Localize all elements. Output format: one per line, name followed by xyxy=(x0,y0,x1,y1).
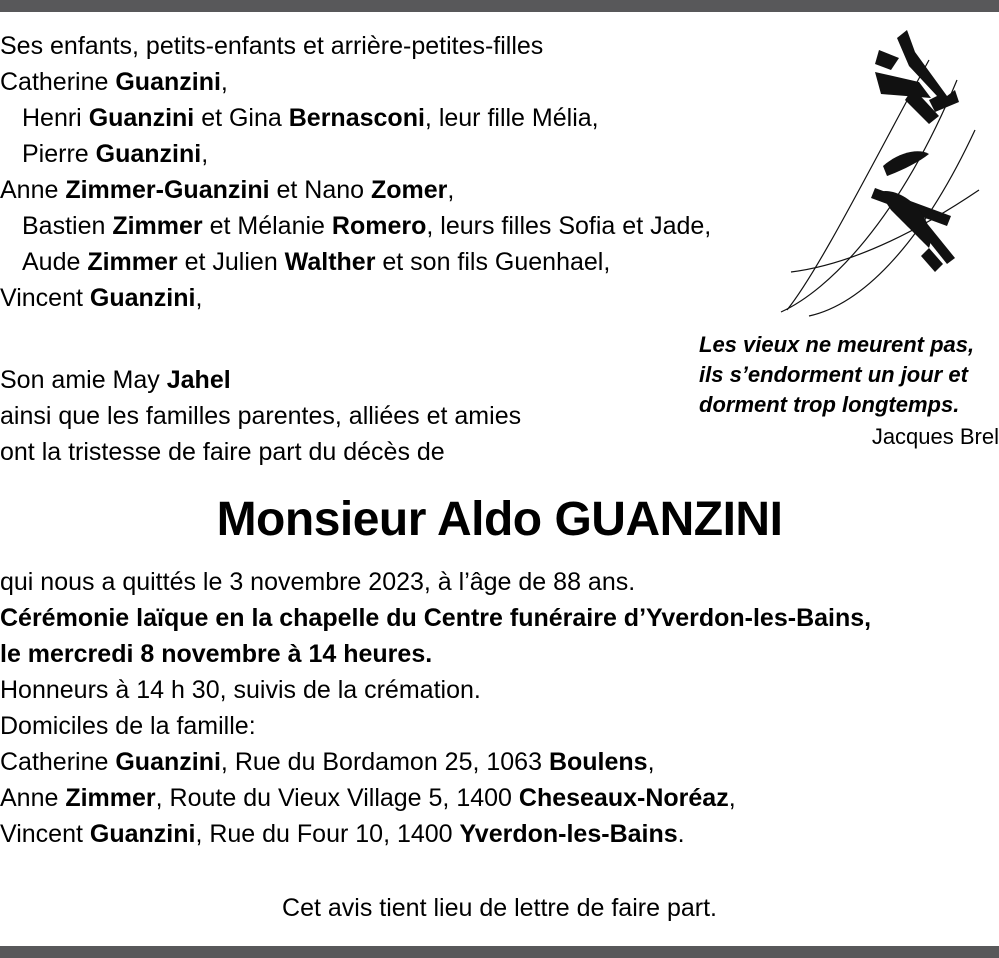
intro-line: ainsi que les familles parentes, alliées et amies xyxy=(0,402,522,430)
quote-line-3: dorment trop longtemps. xyxy=(699,392,960,417)
deceased-name: Monsieur Aldo GUANZINI xyxy=(216,493,783,546)
detail-line: Anne Zimmer, Route du Vieux Village 5, 1400 Cheseaux-Noréaz, xyxy=(0,784,736,812)
quote-attribution: Jacques Brel xyxy=(871,424,999,449)
family-line: Pierre Guanzini, xyxy=(22,140,209,168)
family-line: Catherine Guanzini, xyxy=(0,68,228,96)
family-list xyxy=(0,28,712,316)
bottom-rule xyxy=(0,946,999,958)
detail-line: Honneurs à 14 h 30, suivis de la crémation. xyxy=(0,676,481,704)
detail-line: Cérémonie laïque en la chapelle du Centre funéraire d’Yverdon-les-Bains, xyxy=(0,604,872,632)
top-rule xyxy=(0,0,999,12)
details-block xyxy=(0,564,999,852)
detail-line: Vincent Guanzini, Rue du Four 10, 1400 Yverdon-les-Bains. xyxy=(0,820,685,848)
intro-line: ont la tristesse de faire part du décès de xyxy=(0,438,445,466)
detail-line: qui nous a quittés le 3 novembre 2023, à l’âge de 88 ans. xyxy=(0,568,636,596)
closing-note: Cet avis tient lieu de lettre de faire part. xyxy=(282,894,717,922)
family-line: Aude Zimmer et Julien Walther et son fils Guenhael, xyxy=(22,248,611,276)
family-line: Henri Guanzini et Gina Bernasconi, leur fille Mélia, xyxy=(22,104,599,132)
detail-line: Domiciles de la famille: xyxy=(0,712,256,740)
notice-content xyxy=(0,12,999,946)
detail-line: le mercredi 8 novembre à 14 heures. xyxy=(0,640,433,668)
quote-line-2: ils s’endorment un jour et xyxy=(699,362,968,387)
family-line: Bastien Zimmer et Mélanie Romero, leurs filles Sofia et Jade, xyxy=(22,212,712,240)
intro-line: Son amie May Jahel xyxy=(0,366,231,394)
quote-line-1: Les vieux ne meurent pas, xyxy=(699,332,975,357)
family-line: Ses enfants, petits-enfants et arrière-petites-filles xyxy=(0,32,544,60)
family-line: Vincent Guanzini, xyxy=(0,284,203,312)
friend-and-intro-block xyxy=(0,362,700,470)
family-line: Anne Zimmer-Guanzini et Nano Zomer, xyxy=(0,176,455,204)
detail-line: Catherine Guanzini, Rue du Bordamon 25, 1063 Boulens, xyxy=(0,748,655,776)
glider-plane-illustration xyxy=(779,20,999,320)
quote-block xyxy=(699,330,999,452)
